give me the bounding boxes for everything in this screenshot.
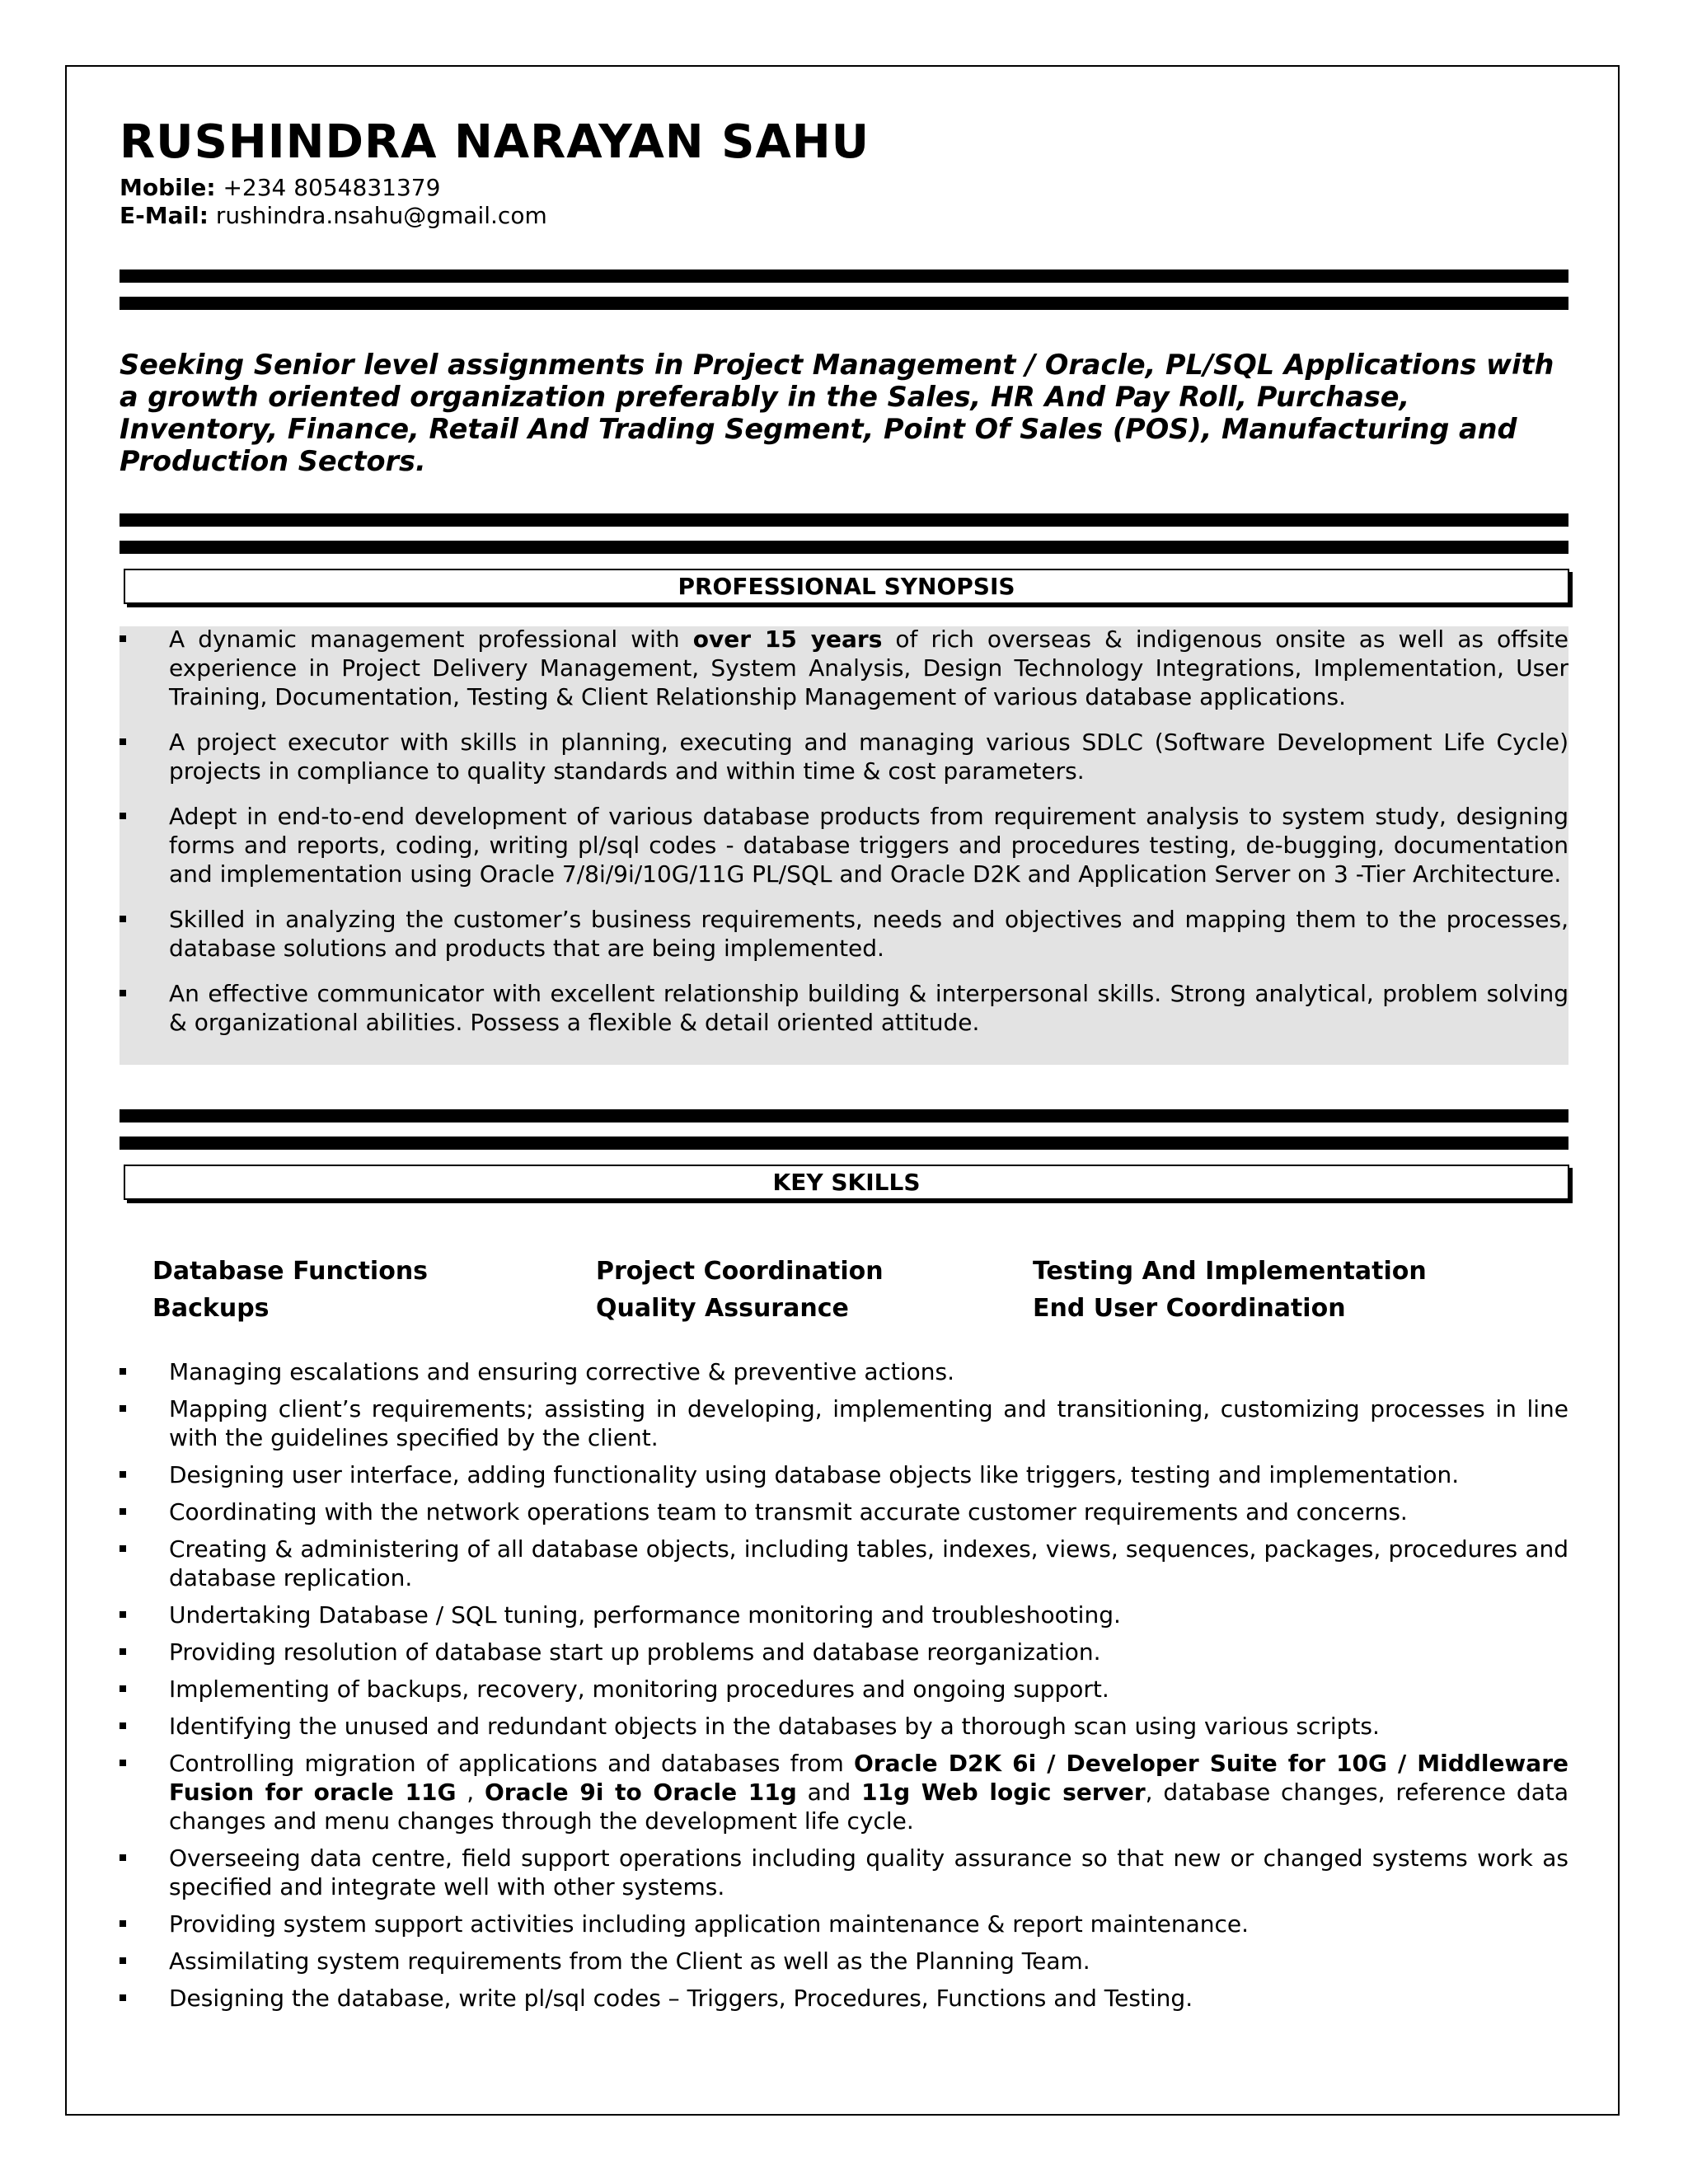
list-item: Designing the database, write pl/sql codes – Triggers, Procedures, Functions and Testing. — [120, 1984, 1568, 2013]
list-item: Providing resolution of database start up problems and database reorganization. — [120, 1638, 1568, 1666]
bullet-icon — [120, 1685, 126, 1692]
email-line — [120, 202, 547, 229]
mobile-value: +234 8054831379 — [223, 174, 441, 201]
list-item: Assimilating system requirements from the Client as well as the Planning Team. — [120, 1947, 1568, 1975]
divider-rule — [120, 1109, 1568, 1122]
bullet-icon — [120, 1405, 126, 1412]
divider-rule — [120, 297, 1568, 310]
divider-rule — [120, 513, 1568, 527]
bullet-icon — [120, 916, 126, 922]
section-header-key-skills: KEY SKILLS — [124, 1165, 1569, 1200]
list-item: A project executor with skills in planning, executing and managing various SDLC (Software Development Life Cycle) projects in compliance to quality standards and within time & cost parameters. — [120, 728, 1568, 785]
bullet-icon — [120, 1760, 126, 1766]
list-item: A dynamic management professional with over 15 years of rich overseas & indigenous onsite as well as offsite experience in Project Delivery Management, System Analysis, Design Technology Integrations, Implementation, User Training, Documentation, Testing & Client Relationship Management of various database applications. — [120, 625, 1568, 711]
bullet-icon — [120, 1545, 126, 1552]
bullet-icon — [120, 1722, 126, 1729]
list-item: An effective communicator with excellent relationship building & interpersonal skills. Strong analytical, problem solving & organizational abilities. Possess a flexible & detail oriented attitude. — [120, 979, 1568, 1037]
list-item: Undertaking Database / SQL tuning, performance monitoring and troubleshooting. — [120, 1601, 1568, 1629]
list-item: Identifying the unused and redundant objects in the databases by a thorough scan using various scripts. — [120, 1712, 1568, 1741]
list-item: Adept in end-to-end development of various database products from requirement analysis to system study, designing forms and reports, coding, writing pl/sql codes - database triggers and procedures testing, de-bugging, documentation and implementation using Oracle 7/8i/9i/10G/11G PL/SQL and Oracle D2K and Application Server on 3 -Tier Architecture. — [120, 802, 1568, 888]
divider-rule — [120, 1137, 1568, 1150]
bullet-icon — [120, 1508, 126, 1515]
bullet-icon — [120, 1994, 126, 2001]
mobile-line — [120, 174, 440, 201]
list-item: Overseeing data centre, field support operations including quality assurance so that new or changed systems work as specified and integrate well with other systems. — [120, 1844, 1568, 1901]
list-item: Coordinating with the network operations team to transmit accurate customer requirements and concerns. — [120, 1497, 1568, 1526]
bullet-icon — [120, 1471, 126, 1478]
list-item: Providing system support activities including application maintenance & report maintenance. — [120, 1910, 1568, 1938]
skill-tag: End User Coordination — [1033, 1294, 1346, 1323]
key-skills-list — [120, 1357, 1568, 2021]
divider-rule — [120, 541, 1568, 554]
list-item: Mapping client’s requirements; assisting in developing, implementing and transitioning, customizing processes in line with the guidelines specified by the client. — [120, 1394, 1568, 1452]
list-item: Designing user interface, adding functionality using database objects like triggers, testing and implementation. — [120, 1460, 1568, 1489]
bullet-icon — [120, 1957, 126, 1964]
list-item: Managing escalations and ensuring corrective & preventive actions. — [120, 1357, 1568, 1386]
divider-rule — [120, 269, 1568, 283]
bullet-icon — [120, 990, 126, 996]
skill-tag: Quality Assurance — [596, 1294, 849, 1323]
bullet-icon — [120, 1854, 126, 1861]
list-item: Skilled in analyzing the customer’s business requirements, needs and objectives and mapping them to the processes, database solutions and products that are being implemented. — [120, 905, 1568, 963]
candidate-name: RUSHINDRA NARAYAN SAHU — [120, 115, 870, 169]
section-header-synopsis: PROFESSIONAL SYNOPSIS — [124, 569, 1569, 604]
list-item: Implementing of backups, recovery, monitoring procedures and ongoing support. — [120, 1675, 1568, 1704]
bullet-icon — [120, 813, 126, 819]
skill-tag: Backups — [152, 1294, 270, 1323]
bullet-icon — [120, 738, 126, 745]
bullet-icon — [120, 1920, 126, 1927]
bullet-icon — [120, 1368, 126, 1375]
bullet-icon — [120, 635, 126, 642]
skill-tag: Project Coordination — [596, 1257, 884, 1286]
bullet-icon — [120, 1648, 126, 1655]
career-objective: Seeking Senior level assignments in Project Management / Oracle, PL/SQL Applications with a growth oriented organization preferably in the Sales, HR And Pay Roll, Purchase, Inventory, Finance, Retail And Trading Segment, Point Of Sales (POS), Manufacturing and Production Sectors. — [120, 349, 1554, 477]
mobile-label: Mobile: — [120, 174, 216, 201]
skill-tag: Database Functions — [152, 1257, 429, 1286]
bullet-icon — [120, 1611, 126, 1618]
email-label: E-Mail: — [120, 202, 209, 229]
email-value: rushindra.nsahu@gmail.com — [215, 202, 547, 229]
skill-tag: Testing And Implementation — [1033, 1257, 1427, 1286]
list-item: Controlling migration of applications and databases from Oracle D2K 6i / Developer Suite for 10G / Middleware Fusion for oracle 11G , Oracle 9i to Oracle 11g and 11g Web logic server, database changes, reference data changes and menu changes through the development life cycle. — [120, 1749, 1568, 1835]
synopsis-list — [120, 625, 1568, 1053]
list-item: Creating & administering of all database objects, including tables, indexes, views, sequences, packages, procedures and database replication. — [120, 1535, 1568, 1592]
